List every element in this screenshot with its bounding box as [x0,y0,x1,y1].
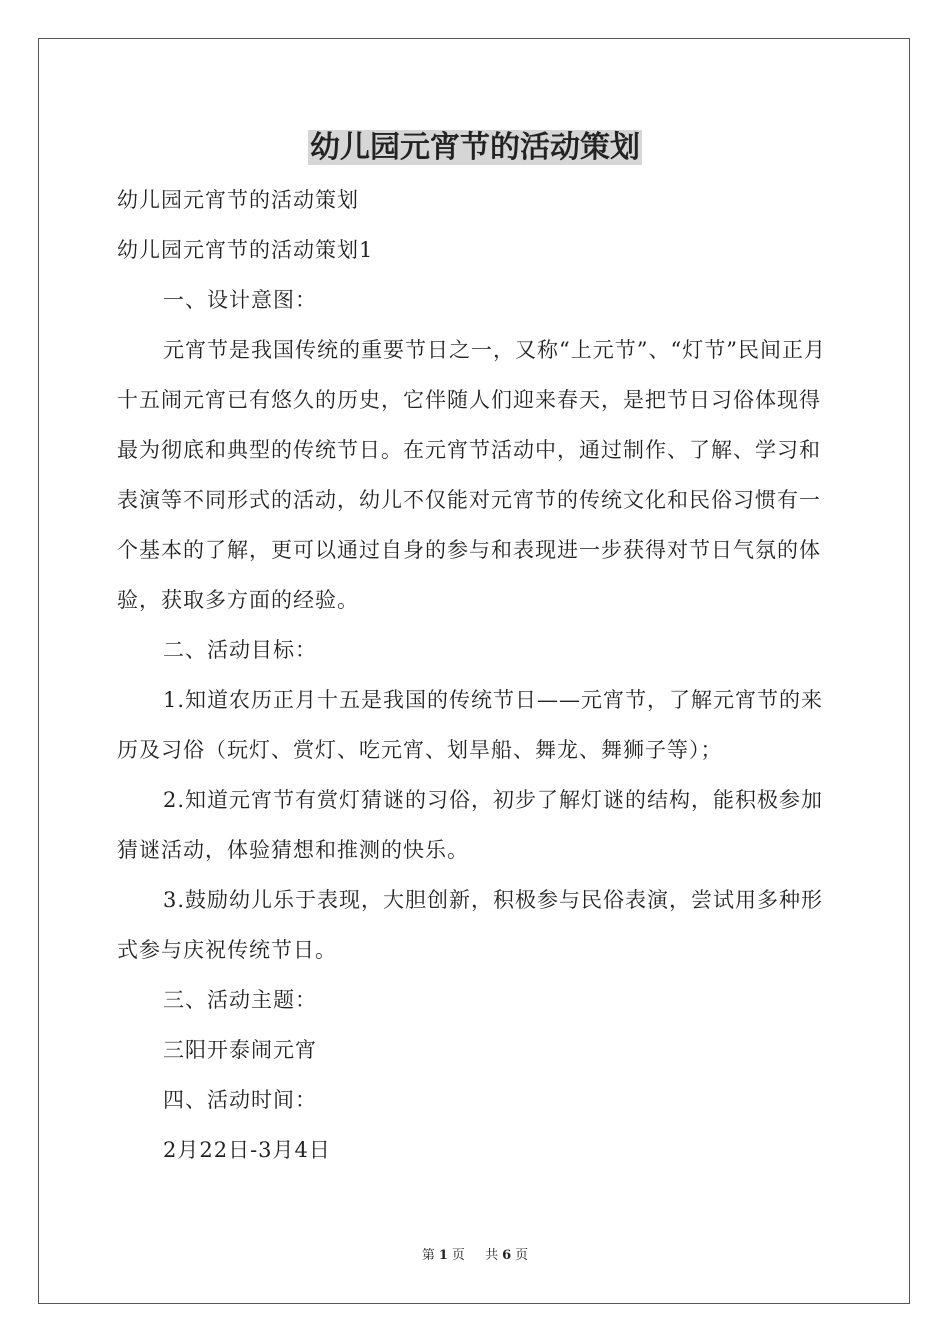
paragraph: 幼儿园元宵节的活动策划 [117,188,359,212]
paragraph: 幼儿园元宵节的活动策划1 [117,238,374,262]
page-prefix: 第 [421,1248,435,1263]
paragraph: 3.鼓励幼儿乐于表现，大胆创新，积极参与民俗表演，尝试用多种形式参与庆祝传统节日。 [117,888,824,962]
document-title-text: 幼儿园元宵节的活动策划 [310,130,640,165]
paragraph: 三阳开泰闹元宵 [163,1038,317,1062]
paragraph: 1.知道农历正月十五是我国的传统节日——元宵节，了解元宵节的来历及习俗（玩灯、赏灯、吃元宵、划旱船、舞龙、舞狮子等）； [117,688,824,762]
total-pages: 6 [502,1248,512,1263]
page-footer [0,1246,950,1266]
total-suffix: 页 [515,1248,529,1263]
paragraph: 元宵节是我国传统的重要节日之一，又称“上元节”、“灯节”民间正月十五闹元宵已有悠久的历史，它伴随人们迎来春天，是把节日习俗体现得最为彻底和典型的传统节日。在元宵节活动中，通过制作、了解、学习和表演等不同形式的活动，幼儿不仅能对元宵节的传统文化和民俗习惯有一个基本的了解，更可以通过自身的参与和表现进一步获得对节日气氛的体验，获取多方面的经验。 [117,338,826,612]
section-heading: 一、设计意图： [163,288,317,312]
paragraph: 2.知道元宵节有赏灯猜谜的习俗，初步了解灯谜的结构，能积极参加猜谜活动，体验猜想和推测的快乐。 [117,788,824,862]
section-heading: 四、活动时间： [163,1088,317,1112]
total-pages-indicator [481,1248,532,1263]
page-suffix: 页 [451,1248,465,1263]
document-body [117,175,837,1175]
section-heading: 二、活动目标： [163,638,317,662]
page-number: 1 [438,1248,448,1263]
paragraph: 2月22日-3月4日 [163,1138,331,1162]
section-heading: 三、活动主题： [163,988,317,1012]
page-indicator [418,1248,469,1263]
document-title [0,126,950,170]
total-prefix: 共 [485,1248,499,1263]
